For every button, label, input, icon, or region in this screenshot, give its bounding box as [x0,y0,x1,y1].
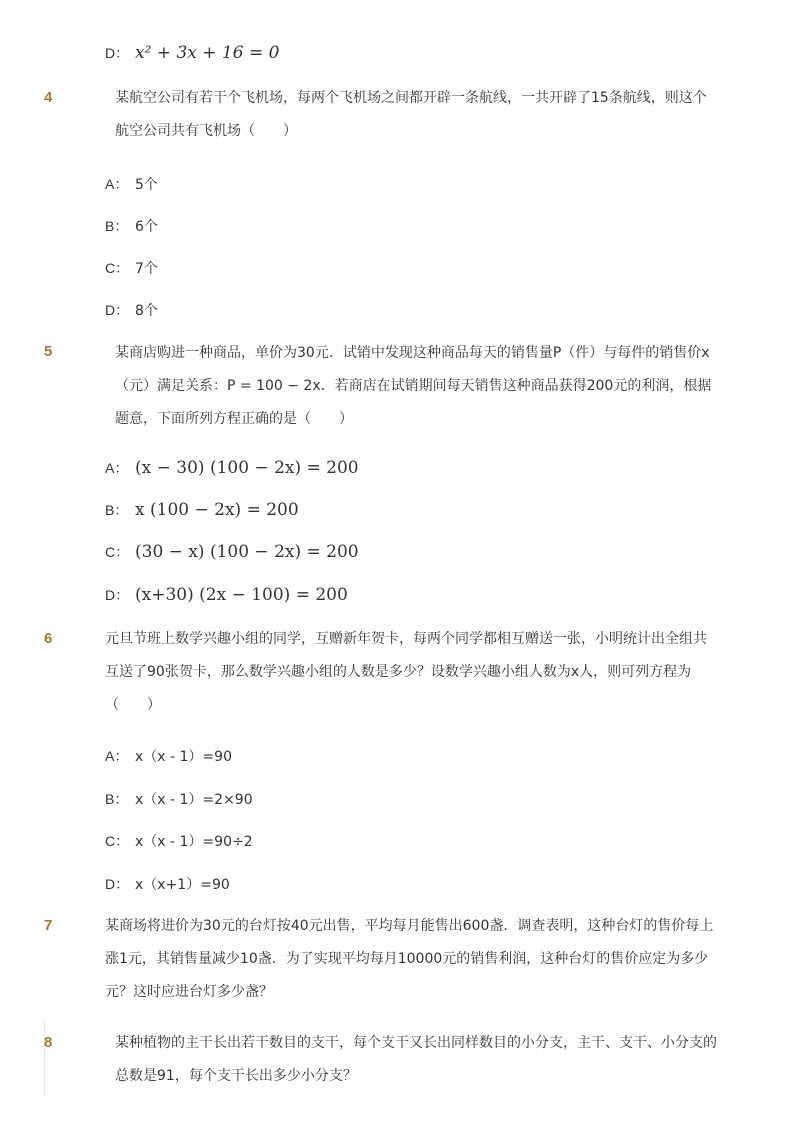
option-label: D： [105,45,130,61]
question-text: 某航空公司有若干个飞机场，每两个飞机场之间都开辟一条航线，一共开辟了15条航线，则这个航空公司共有飞机场（ ） [115,90,707,139]
option-expression: x（x - 1）=90 [135,749,232,765]
option-label: A： [105,176,129,192]
option-value: 7个 [135,261,158,277]
option-label: A： [105,748,129,764]
question-number: 7 [44,917,53,934]
option-a [105,458,359,478]
option-label: B： [105,218,129,234]
option-d [105,300,158,320]
option-d [105,874,230,894]
option-label: D： [105,302,130,318]
question-number: 4 [44,89,53,106]
option-a [105,174,158,194]
option-expression: x（x - 1）=90÷2 [135,834,253,850]
question-text: 元旦节班上数学兴趣小组的同学，互赠新年贺卡，每两个同学都相互赠送一张，小明统计出全组共互送了90张贺卡，那么数学兴趣小组的人数是多少？设数学兴趣小组人数为x人，则可列方程为（ ） [105,631,707,713]
option-b [105,216,158,236]
question-text: 某商店购进一种商品，单价为30元．试销中发现这种商品每天的销售量P（件）与每件的销售价x（元）满足关系：P = 100 − 2x．若商店在试销期间每天销售这种商品获得200元的利润，根据题意，下面所列方程正确的是（ ） [115,345,712,427]
option-expression: (30 − x) (100 − 2x) = 200 [135,542,359,562]
question-number: 8 [44,1034,53,1051]
option-b [105,500,299,520]
option-label: B： [105,791,129,807]
option-expression: x（x+1）=90 [135,877,230,893]
option-label: C： [105,260,130,276]
option-label: A： [105,460,129,476]
question-number: 5 [44,343,53,360]
question-text: 某商场将进价为30元的台灯按40元出售，平均每月能售出600盏．调查表明，这种台灯的售价每上涨1元，其销售量减少10盏．为了实现平均每月10000元的销售利润，这种台灯的售价应定为多少元？这时应进台灯多少盏？ [105,918,714,1000]
option-c [105,542,359,562]
question-text: 某种植物的主干长出若干数目的支干，每个支干又长出同样数目的小分支，主干、支干、小分支的总数是91，每个支干长出多少小分支？ [115,1035,717,1084]
option-label: C： [105,544,130,560]
option-expression: x（x - 1）=2×90 [135,792,253,808]
option-value: 5个 [135,177,158,193]
option-label: D： [105,876,130,892]
option-a [105,746,232,766]
option-expression: x² + 3x + 16 = 0 [135,43,280,63]
option-c [105,258,158,278]
question-divider [44,1020,45,1095]
option-d [105,585,348,605]
option-label: B： [105,502,129,518]
option-label: D： [105,587,130,603]
question-number: 6 [44,630,53,647]
option-b [105,789,253,809]
option-expression: (x+30) (2x − 100) = 200 [135,585,348,605]
option-c [105,831,253,851]
option-value: 6个 [135,219,158,235]
option-expression: x (100 − 2x) = 200 [135,500,299,520]
option-value: 8个 [135,303,158,319]
q3-option-d [105,43,279,63]
option-label: C： [105,833,130,849]
option-expression: (x − 30) (100 − 2x) = 200 [135,458,359,478]
